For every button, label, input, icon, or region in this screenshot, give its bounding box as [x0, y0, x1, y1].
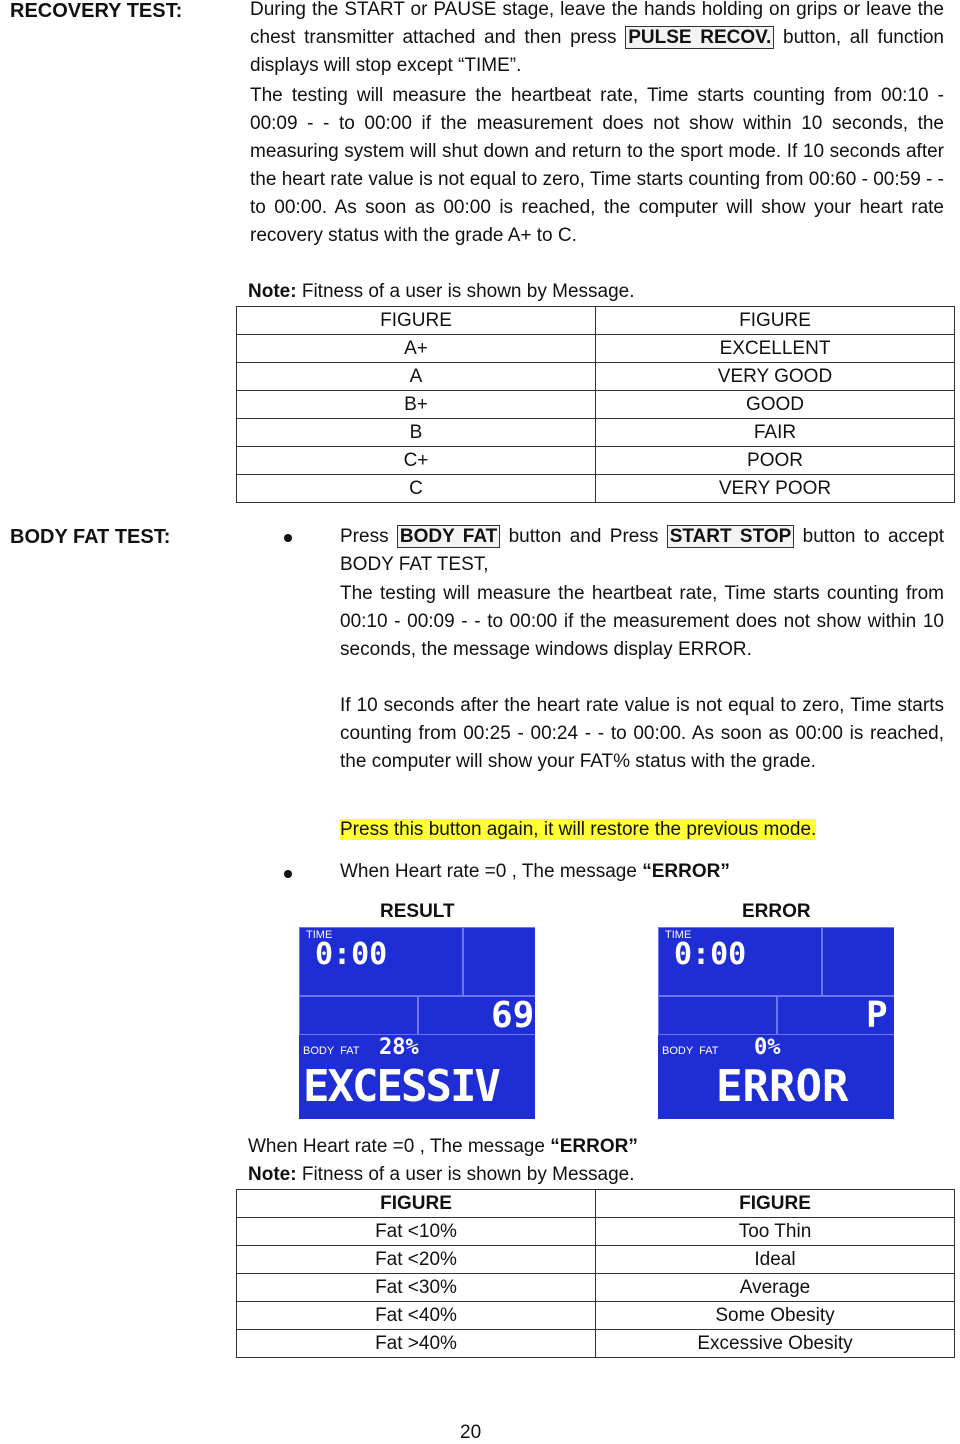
table-cell: Ideal	[596, 1246, 955, 1274]
table-row	[237, 1330, 955, 1358]
fat-percent-readout: 0%	[754, 1035, 781, 1060]
table-row	[237, 363, 955, 391]
recovery-test-title: RECOVERY TEST:	[10, 0, 183, 22]
table-header: FIGURE	[596, 307, 955, 335]
table-header-row	[237, 1190, 955, 1218]
table-header-row	[237, 307, 955, 335]
recovery-note: Note: Fitness of a user is shown by Message.	[248, 281, 635, 302]
error-message-line: When Heart rate =0 , The message “ERROR”	[248, 1136, 638, 1157]
body-fat-label: BODY FAT	[662, 1045, 719, 1057]
time-label: TIME	[306, 929, 333, 941]
body-fat-grade-table	[236, 1189, 955, 1358]
table-cell: FAIR	[596, 419, 955, 447]
table-header: FIGURE	[237, 1190, 596, 1218]
time-readout: 0:00	[674, 937, 747, 972]
table-row	[237, 1246, 955, 1274]
table-cell: A+	[237, 335, 596, 363]
table-header: FIGURE	[596, 1190, 955, 1218]
bodyfat-error-bullet: When Heart rate =0 , The message “ERROR”	[340, 861, 730, 882]
table-cell: Fat <40%	[237, 1302, 596, 1330]
table-cell: VERY GOOD	[596, 363, 955, 391]
lcd-error-display	[658, 927, 894, 1119]
pulse-readout: P	[866, 995, 888, 1036]
start-stop-button-label: START STOP	[667, 525, 795, 548]
table-cell: GOOD	[596, 391, 955, 419]
recovery-grade-table	[236, 306, 955, 503]
table-row	[237, 1302, 955, 1330]
message-readout: ERROR	[716, 1061, 849, 1112]
table-cell: B+	[237, 391, 596, 419]
table-cell: Excessive Obesity	[596, 1330, 955, 1358]
table-row	[237, 391, 955, 419]
time-readout: 0:00	[315, 937, 388, 972]
bodyfat-note: Note: Fitness of a user is shown by Message.	[248, 1164, 635, 1185]
table-cell: Fat <30%	[237, 1274, 596, 1302]
bodyfat-paragraph-1: Press BODY FAT button and Press START STOP button to accept BODY FAT TEST,	[340, 526, 944, 575]
table-cell: Fat >40%	[237, 1330, 596, 1358]
bodyfat-paragraph-2: The testing will measure the heartbeat rate, Time starts counting from 00:10 - 00:09 - - to 00:00 if the measurement does not show within 10 seconds, the message windows display ERROR.	[340, 583, 944, 660]
table-cell: POOR	[596, 447, 955, 475]
table-cell: Too Thin	[596, 1218, 955, 1246]
table-cell: Fat <10%	[237, 1218, 596, 1246]
table-row	[237, 1274, 955, 1302]
table-cell: C	[237, 475, 596, 503]
table-row	[237, 447, 955, 475]
table-cell: Some Obesity	[596, 1302, 955, 1330]
recovery-paragraph-2: The testing will measure the heartbeat rate, Time starts counting from 00:10 - 00:09 - - to 00:00 if the measurement does not show within 10 seconds, the measuring system will shut down and return to the sport mode. If 10 seconds after the heart rate value is not equal to zero, Time starts counting from 00:60 - 00:59 - - to 00:00. As soon as 00:00 is reached, the computer will show your heart rate recovery status with the grade A+ to C.	[250, 85, 944, 246]
pulse-recov-button-label: PULSE RECOV.	[625, 26, 774, 49]
body-fat-button-label: BODY FAT	[397, 525, 500, 548]
bullet-icon	[284, 870, 292, 878]
table-row	[237, 1218, 955, 1246]
message-readout: EXCESSIV	[303, 1061, 499, 1112]
table-row	[237, 419, 955, 447]
bullet-icon	[284, 534, 292, 542]
table-cell: B	[237, 419, 596, 447]
table-cell: Fat <20%	[237, 1246, 596, 1274]
body-fat-label: BODY FAT	[303, 1045, 360, 1057]
fat-percent-readout: 28%	[379, 1035, 419, 1060]
body-fat-test-title: BODY FAT TEST:	[10, 526, 171, 548]
lcd-result-display	[299, 927, 535, 1119]
restore-mode-note: Press this button again, it will restore the previous mode.	[340, 819, 817, 840]
table-cell: A	[237, 363, 596, 391]
table-cell: C+	[237, 447, 596, 475]
table-cell: VERY POOR	[596, 475, 955, 503]
result-caption: RESULT	[380, 901, 455, 922]
table-row	[237, 335, 955, 363]
table-row	[237, 475, 955, 503]
bodyfat-paragraph-3: If 10 seconds after the heart rate value is not equal to zero, Time starts counting from 00:25 - 00:24 - - to 00:00. As soon as 00:00 is reached, the computer will show your FAT% status with the grade.	[340, 695, 944, 772]
table-cell: EXCELLENT	[596, 335, 955, 363]
table-header: FIGURE	[237, 307, 596, 335]
table-cell: Average	[596, 1274, 955, 1302]
page-number: 20	[460, 1422, 482, 1443]
time-label: TIME	[665, 929, 692, 941]
error-caption: ERROR	[742, 901, 811, 922]
recovery-paragraph-1: During the START or PAUSE stage, leave the hands holding on grips or leave the chest transmitter attached and then press PULSE RECOV. button, all function displays will stop except “TIME”.	[250, 0, 944, 76]
pulse-readout: 69	[491, 995, 535, 1036]
